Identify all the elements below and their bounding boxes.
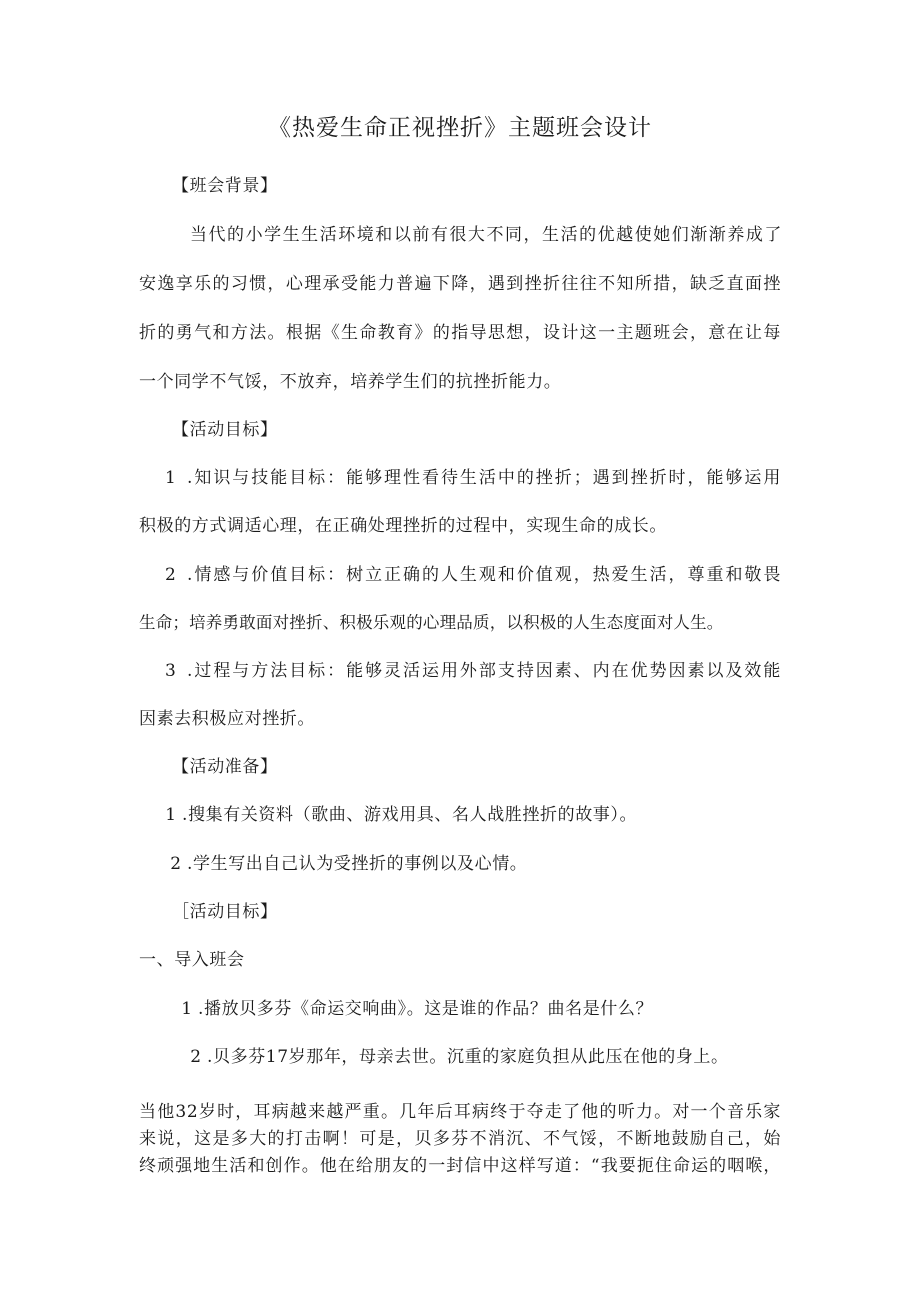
- process-item-1: [176, 996, 653, 1022]
- process-item-2: [185, 1044, 729, 1070]
- prep-item-1: [160, 802, 637, 828]
- prep-number: 2: [170, 854, 182, 874]
- prep-text: .学生写出自己认为受挫折的事例以及心情。: [187, 854, 528, 874]
- process-text: .播放贝多芬《命运交响曲》。这是谁的作品？曲名是什么？: [198, 999, 654, 1019]
- section-heading-goals: 【活动目标】: [172, 420, 278, 440]
- prep-number: 1: [165, 805, 177, 825]
- section-heading-prep: 【活动准备】: [172, 757, 278, 777]
- process-number: 2: [190, 1047, 202, 1067]
- document-title: 《热爱生命正视挫折》主题班会设计: [268, 115, 652, 141]
- goal-item-3-continuation: 因素去积极应对挫折。: [139, 709, 315, 729]
- process-text: .贝多芬17岁那年，母亲去世。沉重的家庭负担从此压在他的身上。: [207, 1047, 729, 1067]
- goal-item-2-continuation: 生命；培养勇敢面对挫折、积极乐观的心理品质，以积极的人生态度面对人生。: [139, 613, 724, 632]
- goal-text: .情感与价值目标：树立正确的人生观和价值观，热爱生活，尊重和敬畏: [187, 565, 781, 585]
- goal-number: 2: [165, 565, 177, 585]
- section-intro: 一、导入班会: [139, 950, 245, 970]
- background-line-1: 当代的小学生生活环境和以前有很大不同，生活的优越使她们渐渐养成了: [190, 225, 782, 245]
- story-line-2: 来说，这是多大的打击啊！可是，贝多芬不消沉、不气馁，不断地鼓励自己，始: [139, 1129, 781, 1149]
- story-line-1: 当他32岁时，耳病越来越严重。几年后耳病终于夺走了他的听力。对一个音乐家: [139, 1102, 781, 1122]
- goal-item-1: [165, 465, 781, 491]
- section-heading-background: 【班会背景】: [172, 176, 278, 196]
- background-line-4: 一个同学不气馁，不放弃，培养学生们的抗挫折能力。: [139, 372, 562, 392]
- goal-item-1-continuation: 积极的方式调适心理，在正确处理挫折的过程中，实现生命的成长。: [139, 516, 667, 536]
- prep-item-2: [165, 851, 527, 877]
- story-line-3: 终顽强地生活和创作。他在给朋友的一封信中这样写道：“我要扼住命运的咽喉，: [139, 1156, 781, 1176]
- goal-item-2: [165, 562, 781, 588]
- goal-item-3: [165, 658, 781, 684]
- goal-number: 3: [165, 661, 177, 681]
- goal-number: 1: [165, 468, 177, 488]
- goal-text: .知识与技能目标：能够理性看待生活中的挫折；遇到挫折时，能够运用: [187, 468, 781, 488]
- prep-text: .搜集有关资料（歌曲、游戏用具、名人战胜挫折的故事）。: [182, 805, 638, 825]
- section-heading-process: ［活动目标】: [172, 902, 278, 922]
- background-line-2: 安逸享乐的习惯，心理承受能力普遍下降，遇到挫折往往不知所措，缺乏直面挫: [139, 274, 781, 294]
- background-line-3: 折的勇气和方法。根据《生命教育》的指导思想，设计这一主题班会，意在让每: [139, 323, 781, 343]
- goal-text: .过程与方法目标：能够灵活运用外部支持因素、内在优势因素以及效能: [187, 661, 781, 681]
- process-number: 1: [181, 999, 193, 1019]
